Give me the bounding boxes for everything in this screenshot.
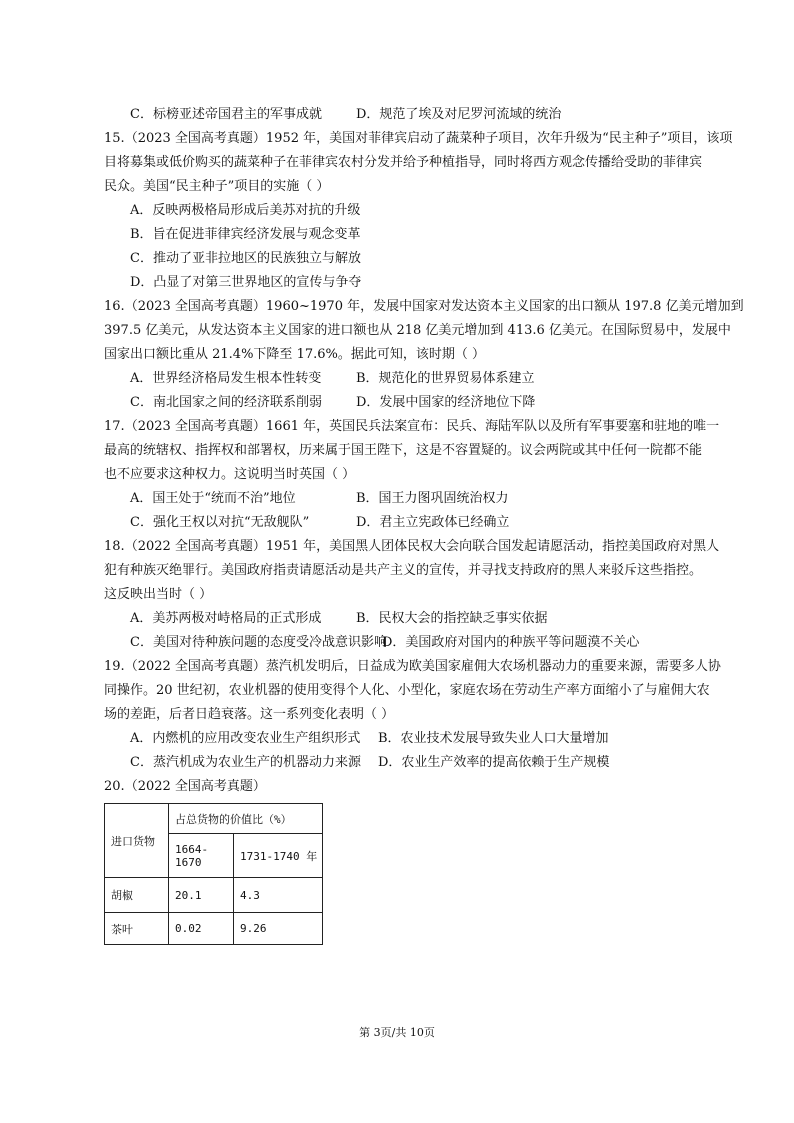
option-15-c: C．推动了亚非拉地区的民族独立与解放	[130, 251, 361, 266]
question-18-line-1: 18.（2022 全国高考真题）1951 年，美国黑人团体民权大会向联合国发起请愿活动，指控美国政府对黑人	[104, 539, 720, 554]
question-19-line-1: 19.（2022 全国高考真题）蒸汽机发明后，日益成为欧美国家雇佣大农场机器动力的重要来源，需要多人协	[104, 659, 721, 674]
question-15-line-1: 15.（2023 全国高考真题）1952 年，美国对菲律宾启动了蔬菜种子项目，次年升级为“民主种子”项目，该项	[104, 131, 733, 146]
option-19-b: B．农业技术发展导致失业人口大量增加	[378, 731, 609, 746]
table-group-header: 占总货物的价值比（%）	[169, 804, 323, 834]
option-17-a: A．国王处于“统而不治”地位	[130, 491, 296, 506]
table-cell-value: 0.02	[169, 913, 234, 945]
question-16-line-1: 16.（2023 全国高考真题）1960~1970 年，发展中国家对发达资本主义国家的出口额从 197.8 亿美元增加到	[104, 299, 744, 314]
option-18-d: D．美国政府对国内的种族平等问题漠不关心	[382, 635, 640, 650]
table-row-header: 进口货物	[105, 804, 169, 878]
question-number: 15.	[104, 131, 125, 146]
option-18-a: A．美苏两极对峙格局的正式形成	[130, 611, 322, 626]
question-17-line-1: 17.（2023 全国高考真题）1661 年，英国民兵法案宣布：民兵、海陆军队以及所有军事要塞和驻地的唯一	[104, 419, 720, 434]
table-cell-value: 4.3	[234, 878, 323, 913]
option-16-b: B．规范化的世界贸易体系建立	[356, 371, 535, 386]
question-16-line-2: 397.5 亿美元，从发达资本主义国家的进口额也从 218 亿美元增加到 413.6 亿美元。在国际贸易中，发展中	[104, 323, 731, 338]
option-19-d: D．农业生产效率的提高依赖于生产规模	[378, 755, 610, 770]
table-period-2: 1731-1740 年	[234, 834, 323, 878]
option-15-d: D．凸显了对第三世界地区的宣传与争夺	[130, 275, 362, 290]
question-number: 17.	[104, 419, 125, 434]
question-17-line-3: 也不应要求这种权力。这说明当时英国（ ）	[104, 467, 356, 482]
option-17-d: D．君主立宪政体已经确立	[356, 515, 510, 530]
question-number: 18.	[104, 539, 125, 554]
question-15-line-2: 目将募集或低价购买的蔬菜种子在菲律宾农村分发并给予种植指导，同时将西方观念传播给受助的菲律宾	[104, 155, 703, 170]
question-17-line-2: 最高的统辖权、指挥权和部署权，历来属于国王陛下，这是不容置疑的。议会两院或其中任何一院都不能	[104, 443, 703, 458]
option-19-a: A．内燃机的应用改变农业生产组织形式	[130, 731, 361, 746]
question-20-line-1: 20.（2022 全国高考真题）	[104, 779, 266, 794]
page-footer: 第 3页/共 10页	[359, 1026, 435, 1039]
option-17-c: C．强化王权以对抗“无敌舰队”	[130, 515, 310, 530]
question-number: 20.	[104, 779, 125, 794]
option-16-d: D．发展中国家的经济地位下降	[356, 395, 536, 410]
table-period-1: 1664-1670	[169, 834, 234, 878]
question-number: 16.	[104, 299, 125, 314]
table-cell-item: 胡椒	[105, 878, 169, 913]
question-19-line-3: 场的差距，后者日趋衰落。这一系列变化表明（ ）	[104, 707, 395, 722]
option-18-c: C．美国对待种族问题的态度受冷战意识影响	[130, 635, 387, 650]
option-14-d: D．规范了埃及对尼罗河流域的统治	[356, 107, 562, 122]
option-17-b: B．国王力图巩固统治权力	[356, 491, 509, 506]
option-16-a: A．世界经济格局发生根本性转变	[130, 371, 322, 386]
option-16-c: C．南北国家之间的经济联系削弱	[130, 395, 322, 410]
question-19-line-2: 同操作。20 世纪初，农业机器的使用变得个人化、小型化，家庭农场在劳动生产率方面缩小了与雇佣大农	[104, 683, 710, 698]
question-number: 19.	[104, 659, 125, 674]
option-15-a: A．反映两极格局形成后美苏对抗的升级	[130, 203, 361, 218]
option-14-c: C．标榜亚述帝国君主的军事成就	[130, 107, 322, 122]
import-goods-table	[104, 803, 323, 945]
question-16-line-3: 国家出口额比重从 21.4%下降至 17.6%。据此可知，该时期（ ）	[104, 347, 485, 362]
option-18-b: B．民权大会的指控缺乏事实依据	[356, 611, 548, 626]
table-cell-value: 20.1	[169, 878, 234, 913]
table-cell-item: 茶叶	[105, 913, 169, 945]
option-15-b: B．旨在促进菲律宾经济发展与观念变革	[130, 227, 361, 242]
question-15-line-3: 民众。美国“民主种子”项目的实施（ ）	[104, 179, 330, 194]
question-18-line-2: 犯有种族灭绝罪行。美国政府指责请愿活动是共产主义的宣传，并寻找支持政府的黑人来驳斥这些指控。	[104, 563, 703, 578]
table-row	[105, 913, 323, 945]
table-cell-value: 9.26	[234, 913, 323, 945]
table-row	[105, 878, 323, 913]
question-18-line-3: 这反映出当时（ ）	[104, 587, 213, 602]
option-19-c: C．蒸汽机成为农业生产的机器动力来源	[130, 755, 361, 770]
